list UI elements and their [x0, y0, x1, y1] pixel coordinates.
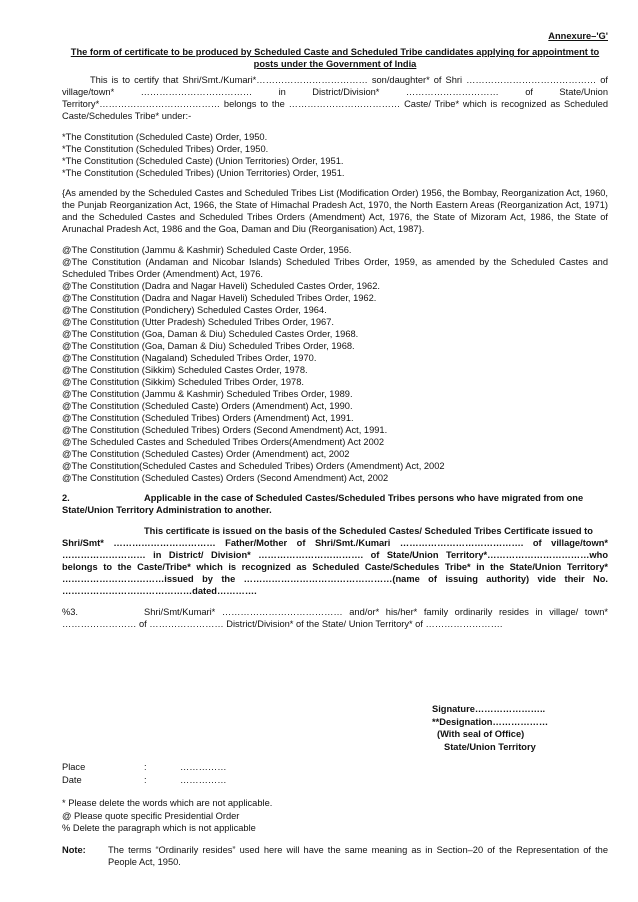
place-date-block	[62, 761, 226, 786]
list-item: @The Constitution (Goa, Daman & Diu) Scheduled Castes Order, 1968.	[62, 329, 359, 339]
list-item: *The Constitution (Scheduled Tribes) (Union Territories) Order, 1951.	[62, 168, 345, 178]
colon: :	[144, 762, 147, 772]
section-2-text-continued: State/Union Territory Administration to another.	[62, 505, 272, 515]
list-item: @The Constitution (Scheduled Castes) Order (Amendment) act, 2002	[62, 449, 350, 459]
amendment-note: {As amended by the Scheduled Castes and Scheduled Tribes List (Modification Order) 1956, the Bombay, Reorganization Act, 1960, the Punjab Reorganization Act, 1966, the State of Himachal Pradesh Act, 1970, the North Eastern Areas (Reorganization Act, 1971) and the Scheduled Castes and Scheduled Tribes Orders (Amendment) Act, 1976, the State of Mizoram Act, 1986, the State of Arunachal Pradesh Act, 1986 and the Goa, Daman and Diu (Reorganisation) Act, 1987}.	[62, 188, 608, 234]
list-item: @The Constitution (Jammu & Kashmir) Scheduled Caste Order, 1956.	[62, 245, 352, 255]
list-item: @The Constitution (Dadra and Nagar Haveli) Scheduled Castes Order, 1962.	[62, 281, 380, 291]
certificate-lead: This certificate is issued on the basis of the Scheduled Castes/ Scheduled Tribes Certificate issued to	[144, 526, 593, 536]
certificate-body: Shri/Smt* …………………………… Father/Mother of Shri/Smt./Kumari …………………………………. of village/town* ……………………… in District/ Division* ……………………………. of State/Union Territory*……………………………who belongs to the Caste/Tribe* which is recognized as Scheduled Caste/Schedules Tribe* in the State/Union Territory* ……………………………issued by the …………………………………………(name of issuing authority) vide their No. ……………………………………dated………….	[62, 538, 608, 596]
section-2-text: Applicable in the case of Scheduled Castes/Scheduled Tribes persons who have migrated from one	[144, 493, 584, 503]
date-value: ……………	[180, 774, 227, 785]
footnote: * Please delete the words which are not applicable.	[62, 798, 273, 808]
list-item: @The Constitution (Sikkim) Scheduled Tribes Order, 1978.	[62, 377, 304, 387]
list-item: @The Constitution (Scheduled Castes) Orders (Second Amendment) Act, 2002	[62, 473, 389, 483]
list-item: @The Constitution (Goa, Daman & Diu) Scheduled Tribes Order, 1968.	[62, 341, 355, 351]
list-item: @The Constitution (Jammu & Kashmir) Scheduled Tribes Order, 1989.	[62, 389, 353, 399]
date-label: Date	[62, 774, 82, 785]
footnote: % Delete the paragraph which is not applicable	[62, 823, 256, 833]
list-item: @The Constitution(Scheduled Castes and Scheduled Tribes) Orders (Amendment) Act, 2002	[62, 461, 445, 471]
list-item: @The Scheduled Castes and Scheduled Tribes Orders(Amendment) Act 2002	[62, 437, 385, 447]
seal-line: (With seal of Office)	[437, 729, 525, 739]
signature-line: Signature…………………..	[432, 704, 546, 714]
note-text: The terms “Ordinarily resides” used here will have the same meaning as in Section–20 of the Representation of the People Act, 1950.	[108, 845, 608, 867]
list-item: @The Constitution (Utter Pradesh) Scheduled Tribes Order, 1967.	[62, 317, 334, 327]
list-item: @The Constitution (Scheduled Caste) Orders (Amendment) Act, 1990.	[62, 401, 353, 411]
section-3-text: Shri/Smt/Kumari* ………………………………… and/or* his/her* family ordinarily resides in village/ town* …………………… of …………………… District/Division* of the State/ Union Territory* of …………………….	[62, 607, 608, 629]
footnote: @ Please quote specific Presidential Order	[62, 810, 240, 821]
list-item: @The Constitution (Dadra and Nagar Haveli) Scheduled Tribes Order, 1962.	[62, 293, 377, 303]
list-item: @The Constitution (Scheduled Tribes) Orders (Amendment) Act, 1991.	[62, 413, 354, 423]
note-label: Note:	[62, 845, 86, 855]
place-label: Place	[62, 762, 86, 772]
note-block	[62, 844, 608, 868]
annexure-label: Annexure–'G'	[548, 31, 608, 41]
section-2	[62, 492, 608, 516]
list-item: *The Constitution (Scheduled Caste) (Union Territories) Order, 1951.	[62, 156, 344, 166]
list-item: @The Constitution (Pondichery) Scheduled Castes Order, 1964.	[62, 305, 327, 315]
list-item: *The Constitution (Scheduled Caste) Order, 1950.	[62, 132, 268, 142]
constitution-orders-list	[62, 131, 608, 179]
footnotes	[62, 797, 272, 835]
section-3	[62, 606, 608, 630]
section-3-number: %3.	[62, 607, 79, 617]
colon: :	[144, 774, 147, 785]
list-item: @The Constitution (Sikkim) Scheduled Castes Order, 1978.	[62, 365, 308, 375]
signature-block	[432, 703, 548, 753]
place-value: ……………	[180, 762, 227, 772]
state-orders-list	[62, 244, 608, 484]
list-item: *The Constitution (Scheduled Tribes) Order, 1950.	[62, 144, 269, 154]
list-item: @The Constitution (Scheduled Tribes) Orders (Second Amendment) Act, 1991.	[62, 425, 388, 435]
state-line: State/Union Territory	[444, 741, 536, 752]
section-2-number: 2.	[62, 493, 70, 503]
list-item: @The Constitution (Nagaland) Scheduled Tribes Order, 1970.	[62, 353, 317, 363]
designation-line: **Designation………………	[432, 716, 549, 727]
intro-paragraph: This is to certify that Shri/Smt./Kumari*……………………………… son/daughter* of Shri …………………………………… of village/town* ……………………………… in District/Division* ………………………… of State/Union Territory*………………………………… belongs to the ……………………………… Caste/ Tribe* which is recognized as Scheduled Caste/Schedules Tribe* under:-	[62, 75, 608, 121]
list-item: @The Constitution (Andaman and Nicobar Islands) Scheduled Tribes Order, 1959, as amended by the Scheduled Castes and Scheduled Tribes Order (Amendment) Act, 1976.	[62, 257, 608, 279]
form-heading: The form of certificate to be produced by Scheduled Caste and Scheduled Tribe candidates applying for appointment to posts under the Government of India	[70, 47, 600, 69]
certificate-paragraph	[62, 525, 608, 597]
